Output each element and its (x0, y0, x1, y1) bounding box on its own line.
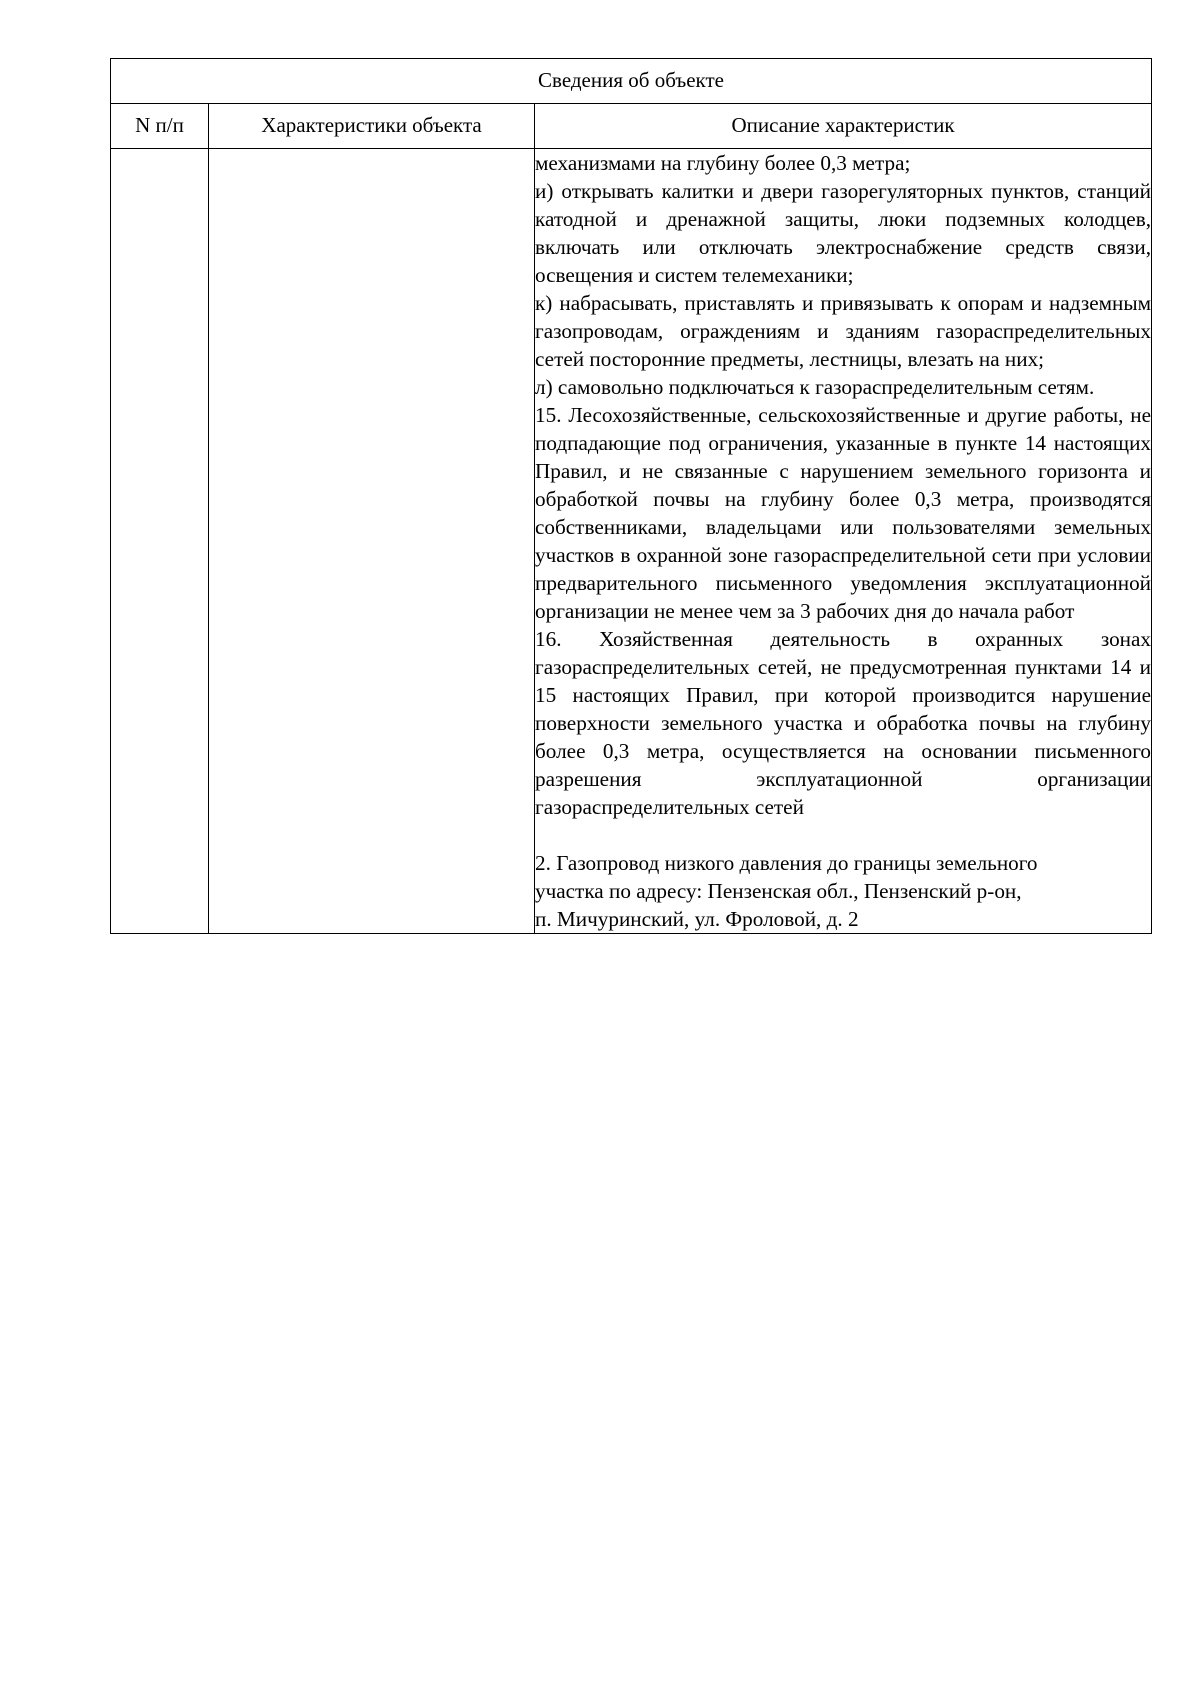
table-title-row (111, 59, 1152, 104)
description-paragraph: 15. Лесохозяйственные, сельскохозяйственные и другие работы, не подпадающие под ограничения, указанные в пункте 14 настоящих Правил, и не связанные с нарушением земельного горизонта и обработкой почвы на глубину более 0,3 метра, производятся собственниками, владельцами или пользователями земельных участков в охранной зоне газораспределительной сети при условии предварительного письменного уведомления эксплуатационной организации не менее чем за 3 рабочих дня до начала работ (535, 403, 1151, 623)
table-header-row (111, 104, 1152, 149)
object-line: 2. Газопровод низкого давления до границы земельного (535, 851, 1038, 875)
cell-number (111, 149, 209, 934)
object-info-table (110, 58, 1152, 934)
cell-characteristics (209, 149, 535, 934)
description-paragraph: к) набрасывать, приставлять и привязывать к опорам и надземным газопроводам, ограждениям и зданиям газораспределительных сетей посторонние предметы, лестницы, влезать на них; (535, 291, 1151, 371)
header-description: Описание характеристик (535, 104, 1152, 149)
object-line: участка по адресу: Пензенская обл., Пензенский р-он, (535, 879, 1022, 903)
header-characteristics: Характеристики объекта (209, 104, 535, 149)
description-paragraph: 16. Хозяйственная деятельность в охранных зонах газораспределительных сетей, не предусмотренная пунктами 14 и 15 настоящих Правил, при которой производится нарушение поверхности земельного участка и обработка почвы на глубину более 0,3 метра, осуществляется на основании письменного разрешения эксплуатационной организации газораспределительных сетей (535, 627, 1151, 819)
table-row (111, 149, 1152, 934)
cell-description (535, 149, 1152, 934)
header-number: N п/п (111, 104, 209, 149)
object-line: п. Мичуринский, ул. Фроловой, д. 2 (535, 907, 859, 931)
paragraph-gap (535, 821, 1151, 849)
description-paragraph: и) открывать калитки и двери газорегуляторных пунктов, станций катодной и дренажной защиты, люки подземных колодцев, включать или отключать электроснабжение средств связи, освещения и систем телемеханики; (535, 179, 1151, 287)
description-paragraph: л) самовольно подключаться к газораспределительным сетям. (535, 375, 1095, 399)
table-title: Сведения об объекте (111, 59, 1152, 104)
description-paragraph: механизмами на глубину более 0,3 метра; (535, 151, 911, 175)
